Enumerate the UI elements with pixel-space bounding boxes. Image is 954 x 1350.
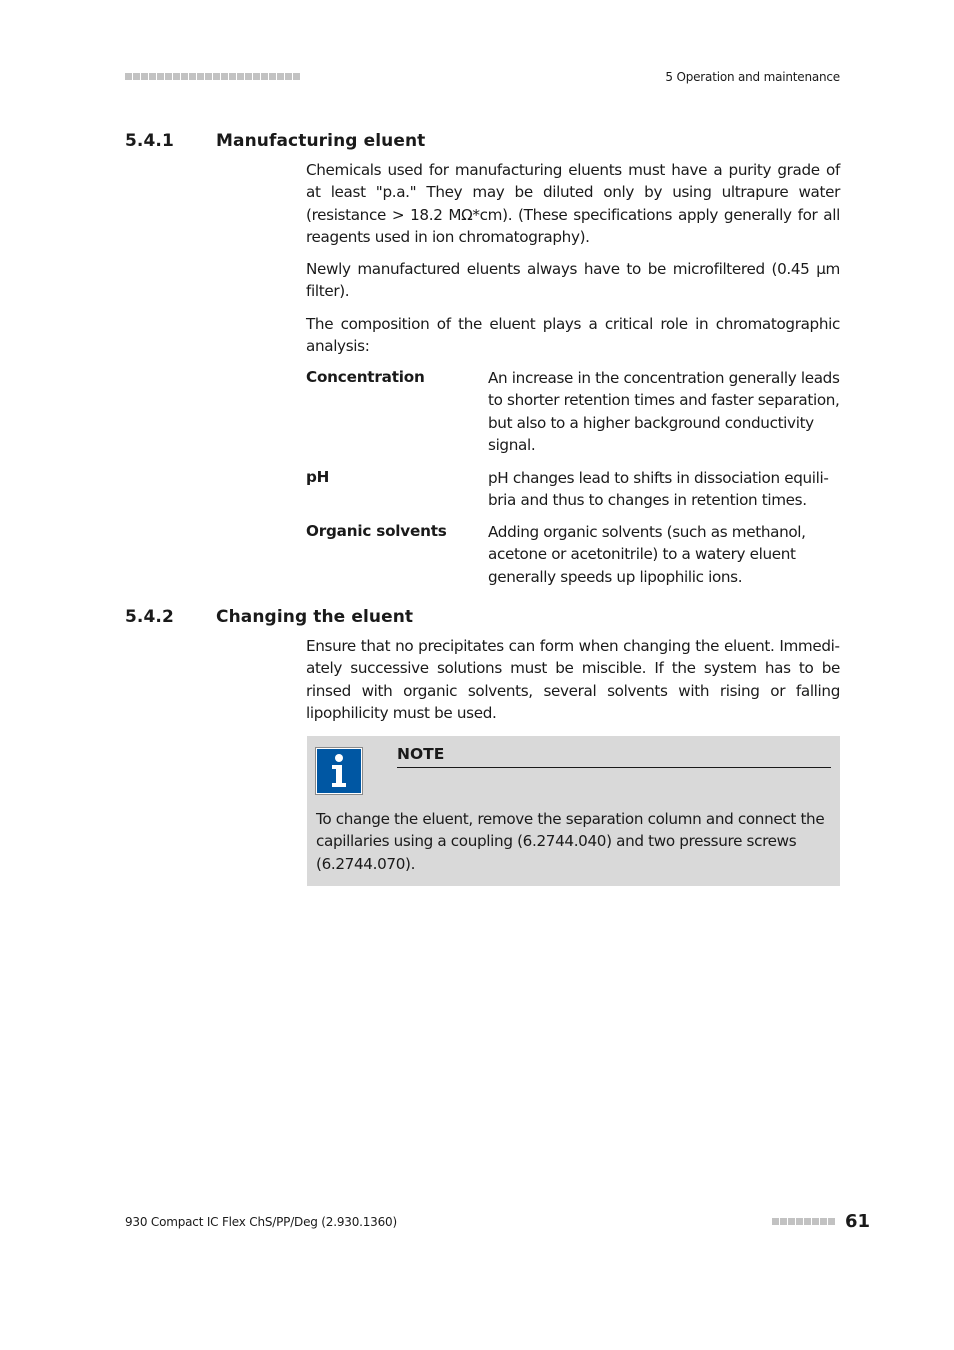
section-heading-542	[125, 607, 625, 631]
paragraph: The composition of the eluent plays a critical role in chromatographic analysis:	[306, 315, 840, 356]
footer-decor-squares	[772, 1218, 835, 1225]
definition-text: pH changes lead to shifts in dissociation equilibria and thus to changes in retention times.	[488, 469, 829, 510]
info-icon	[316, 748, 362, 794]
footer-document-title: 930 Compact IC Flex ChS/PP/Deg (2.930.1360)	[125, 1215, 397, 1229]
definition-text: Adding organic solvents (such as methanol, acetone or acetonitrile) to a watery eluent generally speeds up lipophilic ions.	[488, 523, 806, 586]
section-number: 5.4.1	[125, 131, 174, 151]
paragraph: Newly manufactured eluents always have to be microfiltered (0.45 µm filter).	[306, 260, 840, 301]
section-heading-541	[125, 131, 625, 155]
section-number: 5.4.2	[125, 607, 174, 627]
note-box	[307, 736, 840, 886]
section-title: Changing the eluent	[216, 607, 414, 627]
page-number: 61	[845, 1211, 871, 1232]
definition-term: Concentration	[306, 368, 425, 386]
header-section-label: 5 Operation and maintenance	[665, 70, 840, 84]
section-title: Manufacturing eluent	[216, 131, 426, 151]
header-decor-squares	[125, 73, 300, 80]
definition-term: pH	[306, 468, 330, 486]
paragraph: Ensure that no precipitates can form when changing the eluent. Immediately successive solutions must be miscible. If the system has to be rinsed with organic solvents, several solvents with rising or falling lipophilicity must be used.	[306, 637, 840, 723]
note-text: To change the eluent, remove the separation column and connect the capillaries using a coupling (6.2744.040) and two pressure screws (6.2744.070).	[316, 810, 825, 873]
paragraph: Chemicals used for manufacturing eluents must have a purity grade of at least "p.a." They may be diluted only by using ultrapure water (resistance > 18.2 MΩ*cm). (These specifications apply generally for all reagents used in ion chromatography).	[306, 161, 840, 247]
note-divider	[397, 767, 831, 768]
definition-text: An increase in the concentration generally leads to shorter retention times and faster separation, but also to a higher background conductivity signal.	[488, 369, 840, 455]
definition-term: Organic solvents	[306, 522, 447, 540]
note-title: NOTE	[397, 745, 445, 763]
